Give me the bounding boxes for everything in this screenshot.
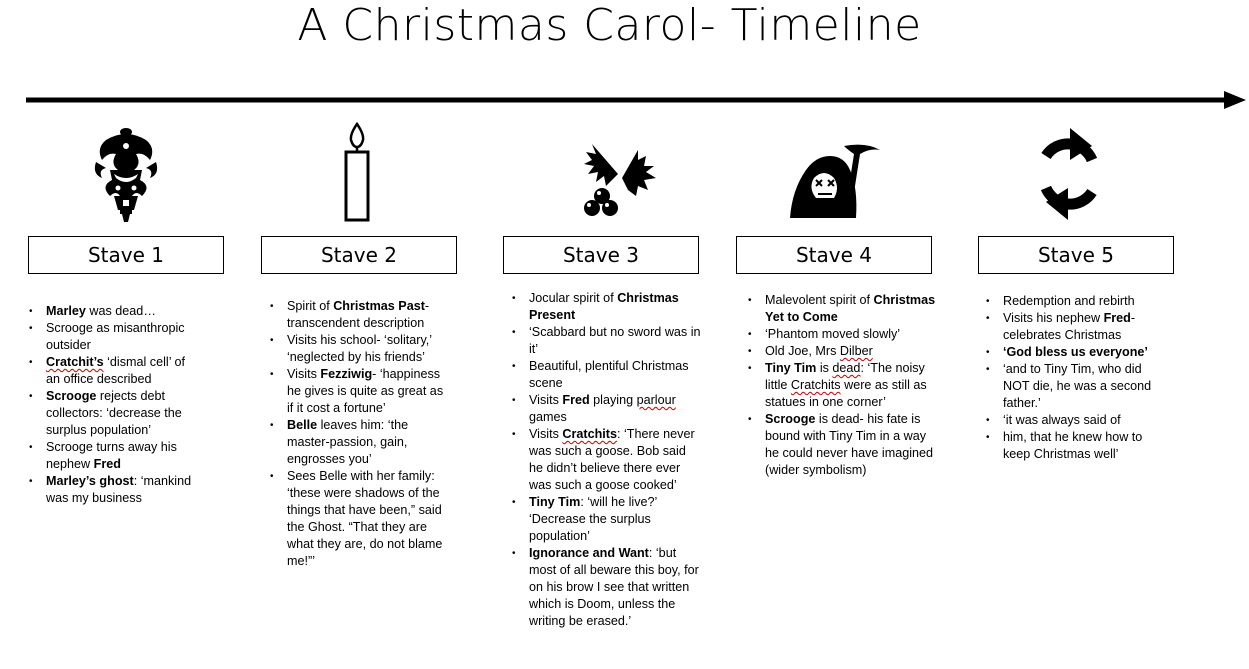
note-text: Tiny Tim: [529, 495, 581, 509]
note-text: Spirit of: [287, 299, 334, 313]
note-text: Marley: [46, 304, 86, 318]
stave-1-note: [46, 354, 199, 388]
note-text: Old Joe, Mrs: [765, 344, 840, 358]
stave-2-note: [287, 298, 450, 332]
note-text: Visits: [287, 367, 321, 381]
note-text: - celebrates Christmas: [1003, 311, 1136, 342]
note-text: : ‘The noisy little: [765, 361, 925, 392]
note-text: Tiny Tim: [765, 361, 817, 375]
note-text: Cratchits: [562, 427, 617, 441]
note-text: parlour: [636, 393, 676, 407]
stave-3-note: [529, 392, 702, 426]
stave-5-note: [1003, 429, 1158, 463]
note-text: Scrooge: [765, 412, 816, 426]
note-text: Ignorance and Want: [529, 546, 649, 560]
note-text: Christmas Present: [529, 291, 679, 322]
stave-4-note: [765, 411, 938, 479]
stave-1-note: [46, 303, 199, 320]
note-text: is: [816, 361, 833, 375]
stave-2-note: [287, 417, 450, 468]
page-title: A Christmas Carol- Timeline: [297, 0, 922, 51]
note-text: Visits: [529, 393, 563, 407]
stave-4-note: [765, 343, 938, 360]
note-text: : ‘but most of all beware this boy, for on his brow I see that written which is Doom, unless the writing be erased.’: [529, 546, 699, 628]
candle-icon: [341, 122, 373, 224]
stave-3-note: [529, 324, 702, 358]
stave-3-note: [529, 494, 702, 545]
grim-reaper-icon: [786, 140, 882, 220]
stave-1-note: [46, 388, 199, 439]
stave-5-note: [1003, 310, 1158, 344]
note-text: Visits his school- ‘solitary,’ ‘neglected by his friends’: [287, 333, 432, 364]
note-text: Beautiful, plentiful Christmas scene: [529, 359, 689, 390]
stave-5-note: [1003, 361, 1158, 412]
stave-1-note: [46, 320, 199, 354]
stave-1-note: [46, 439, 199, 473]
stave-3-note: [529, 290, 702, 324]
note-text: Jocular spirit of: [529, 291, 618, 305]
stave-1-notes: [29, 303, 199, 507]
note-text: leaves him: ‘the master-passion, gain, engrosses you’: [287, 418, 409, 466]
note-text: Sees Belle with her family: ‘these were shadows of the things that have been,” said the Ghost. “That they are what they are, do not blame me!”’: [287, 469, 443, 568]
note-text: : ‘There never was such a goose. Bob said he didn’t believe there ever was such a goose cooked’: [529, 427, 695, 492]
note-text: Redemption and rebirth: [1003, 294, 1135, 308]
ornate-knocker-icon: [92, 126, 160, 224]
stave-4-note: [765, 326, 938, 343]
stave-2-note: [287, 332, 450, 366]
note-text: games: [529, 410, 567, 424]
note-text: Malevolent spirit of: [765, 293, 874, 307]
note-text: Christmas Past: [333, 299, 425, 313]
note-text: Scrooge turns away his nephew: [46, 440, 177, 471]
stave-2-heading: Stave 2: [261, 236, 457, 274]
note-text: ‘Scabbard but no sword was in it’: [529, 325, 701, 356]
stave-3-heading: Stave 3: [503, 236, 699, 274]
note-text: Cratchit’s: [46, 355, 104, 369]
note-text: Visits his nephew: [1003, 311, 1104, 325]
note-text: : ‘will he live?’ ‘Decrease the surplus population’: [529, 495, 657, 543]
note-text: playing: [589, 393, 637, 407]
note-text: Marley’s ghost: [46, 474, 134, 488]
note-text: Scrooge: [46, 389, 97, 403]
stave-2-note: [287, 468, 450, 570]
stave-4-note: [765, 360, 938, 411]
note-text: - ‘happiness he gives is quite as great as if it cost a fortune’: [287, 367, 444, 415]
stave-3-notes: [512, 290, 702, 630]
note-text: Fred: [93, 457, 121, 471]
note-text: ‘Phantom moved slowly’: [765, 327, 901, 341]
stave-1-heading: Stave 1: [28, 236, 224, 274]
note-text: : ‘mankind was my business: [46, 474, 192, 505]
stave-2-notes: [270, 298, 450, 570]
note-text: ‘and to Tiny Tim, who did NOT die, he was a second father.’: [1003, 362, 1152, 410]
note-text: Belle: [287, 418, 318, 432]
note-text: Fred: [1103, 311, 1131, 325]
note-text: was dead…: [85, 304, 156, 318]
note-text: is dead- his fate is bound with Tiny Tim in a way he could never have imagined (wider symbolism): [765, 412, 934, 477]
stave-1-note: [46, 473, 199, 507]
stave-4-note: [765, 292, 938, 326]
stave-5-note: [1003, 412, 1158, 429]
note-text: Christmas Yet to Come: [765, 293, 936, 324]
stave-5-notes: [986, 293, 1158, 463]
note-text: were as still as statues in one corner’: [765, 378, 927, 409]
note-text: - transcendent description: [287, 299, 430, 330]
holly-icon: [582, 140, 658, 218]
stave-4-notes: [748, 292, 938, 479]
note-text: Visits: [529, 427, 563, 441]
stave-3-note: [529, 426, 702, 494]
stave-5-note: [1003, 293, 1158, 310]
stave-5-note: [1003, 344, 1158, 361]
note-text: ‘it was always said of: [1003, 413, 1121, 427]
note-text: Dilber: [839, 344, 873, 358]
note-text: him, that he knew how to keep Christmas well’: [1003, 430, 1143, 461]
note-text: Scrooge as misanthropic outsider: [46, 321, 185, 352]
note-text: dead: [832, 361, 861, 375]
note-text: Cratchits: [790, 378, 841, 392]
note-text: Fred: [562, 393, 590, 407]
note-text: rejects debt collectors: ‘decrease the surplus population’: [46, 389, 182, 437]
note-text: Fezziwig: [320, 367, 373, 381]
note-text: ‘God bless us everyone’: [1003, 345, 1148, 359]
stave-3-note: [529, 358, 702, 392]
stave-3-note: [529, 545, 702, 630]
refresh-cycle-icon: [1030, 126, 1108, 222]
timeline-arrow: [26, 88, 1246, 112]
stave-4-heading: Stave 4: [736, 236, 932, 274]
note-text: ‘dismal cell’ of an office described: [46, 355, 186, 386]
stave-5-heading: Stave 5: [978, 236, 1174, 274]
stave-2-note: [287, 366, 450, 417]
